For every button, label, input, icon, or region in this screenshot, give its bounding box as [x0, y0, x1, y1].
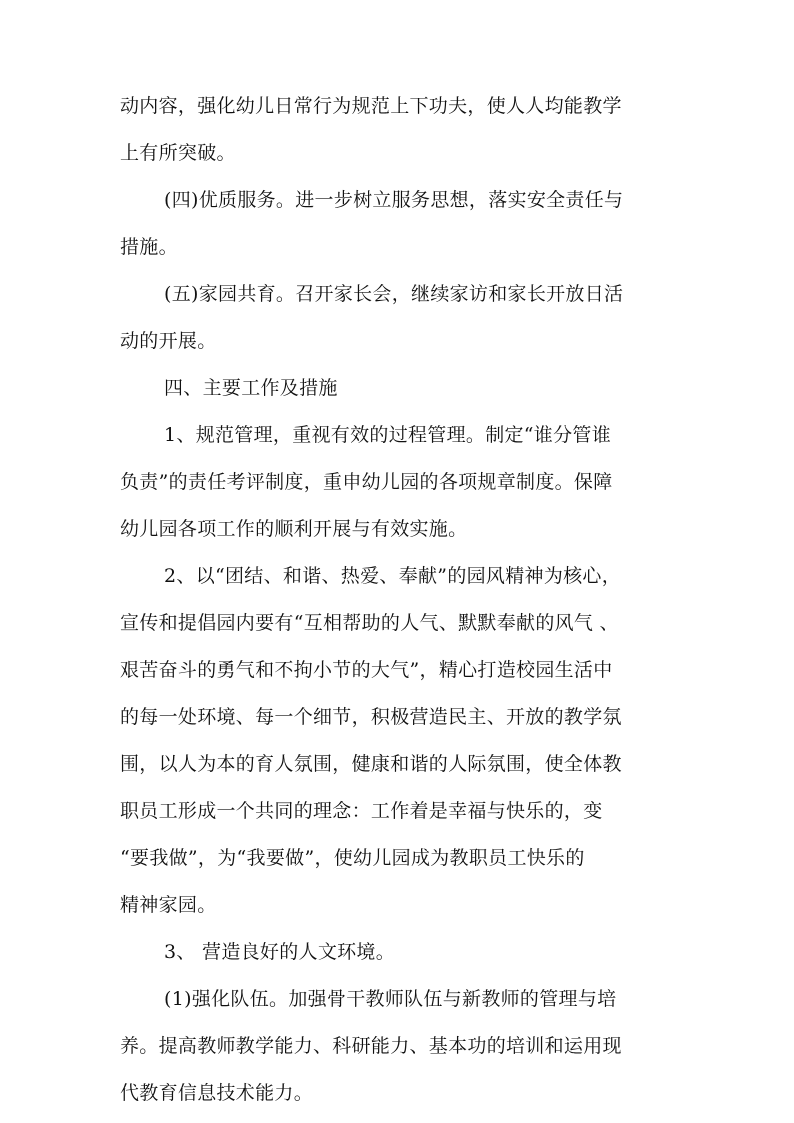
- paragraph-line: 围，以人为本的育人氛围，健康和谐的人际氛围，使全体教: [120, 753, 622, 775]
- paragraph-line: 3、 营造良好的人文环境。: [164, 941, 396, 963]
- paragraph-line: (1)强化队伍。加强骨干教师队伍与新教师的管理与培: [164, 988, 617, 1010]
- paragraph-line: 动的开展。: [120, 330, 217, 352]
- paragraph-line: 2、以“团结、和谐、热爱、奉献”的园风精神为核心，: [164, 565, 622, 587]
- paragraph-line: 精神家园。: [120, 894, 217, 916]
- paragraph-line: 动内容，强化幼儿日常行为规范上下功夫，使人人均能教学: [120, 95, 622, 117]
- paragraph-line: 的每一处环境、每一个细节，积极营造民主、开放的教学氛: [120, 706, 622, 728]
- paragraph-line: 上有所突破。: [120, 142, 236, 164]
- paragraph-line: “要我做”，为“我要做”，使幼儿园成为教职员工快乐的: [120, 847, 585, 869]
- paragraph-line: 负责”的责任考评制度，重申幼儿园的各项规章制度。保障: [120, 471, 613, 493]
- paragraph-line: 艰苦奋斗的勇气和不拘小节的大气”，精心打造校园生活中: [120, 659, 613, 681]
- paragraph-line: (四)优质服务。进一步树立服务思想，落实安全责任与: [164, 189, 624, 211]
- paragraph-line: 措施。: [120, 236, 178, 258]
- paragraph-line: 1、规范管理，重视有效的过程管理。制定“谁分管谁: [164, 424, 612, 446]
- paragraph-line: 职员工形成一个共同的理念：工作着是幸福与快乐的，变: [120, 800, 603, 822]
- paragraph-line: 宣传和提倡园内要有“互相帮助的人气、默默奉献的风气 、: [120, 612, 619, 634]
- paragraph-line: 代教育信息技术能力。: [120, 1082, 314, 1104]
- section-heading: 四、主要工作及措施: [164, 377, 338, 399]
- paragraph-line: 养。提高教师教学能力、科研能力、基本功的培训和运用现: [120, 1035, 622, 1057]
- paragraph-line: (五)家园共育。召开家长会，继续家访和家长开放日活: [164, 283, 624, 305]
- paragraph-line: 幼儿园各项工作的顺利开展与有效实施。: [120, 518, 468, 540]
